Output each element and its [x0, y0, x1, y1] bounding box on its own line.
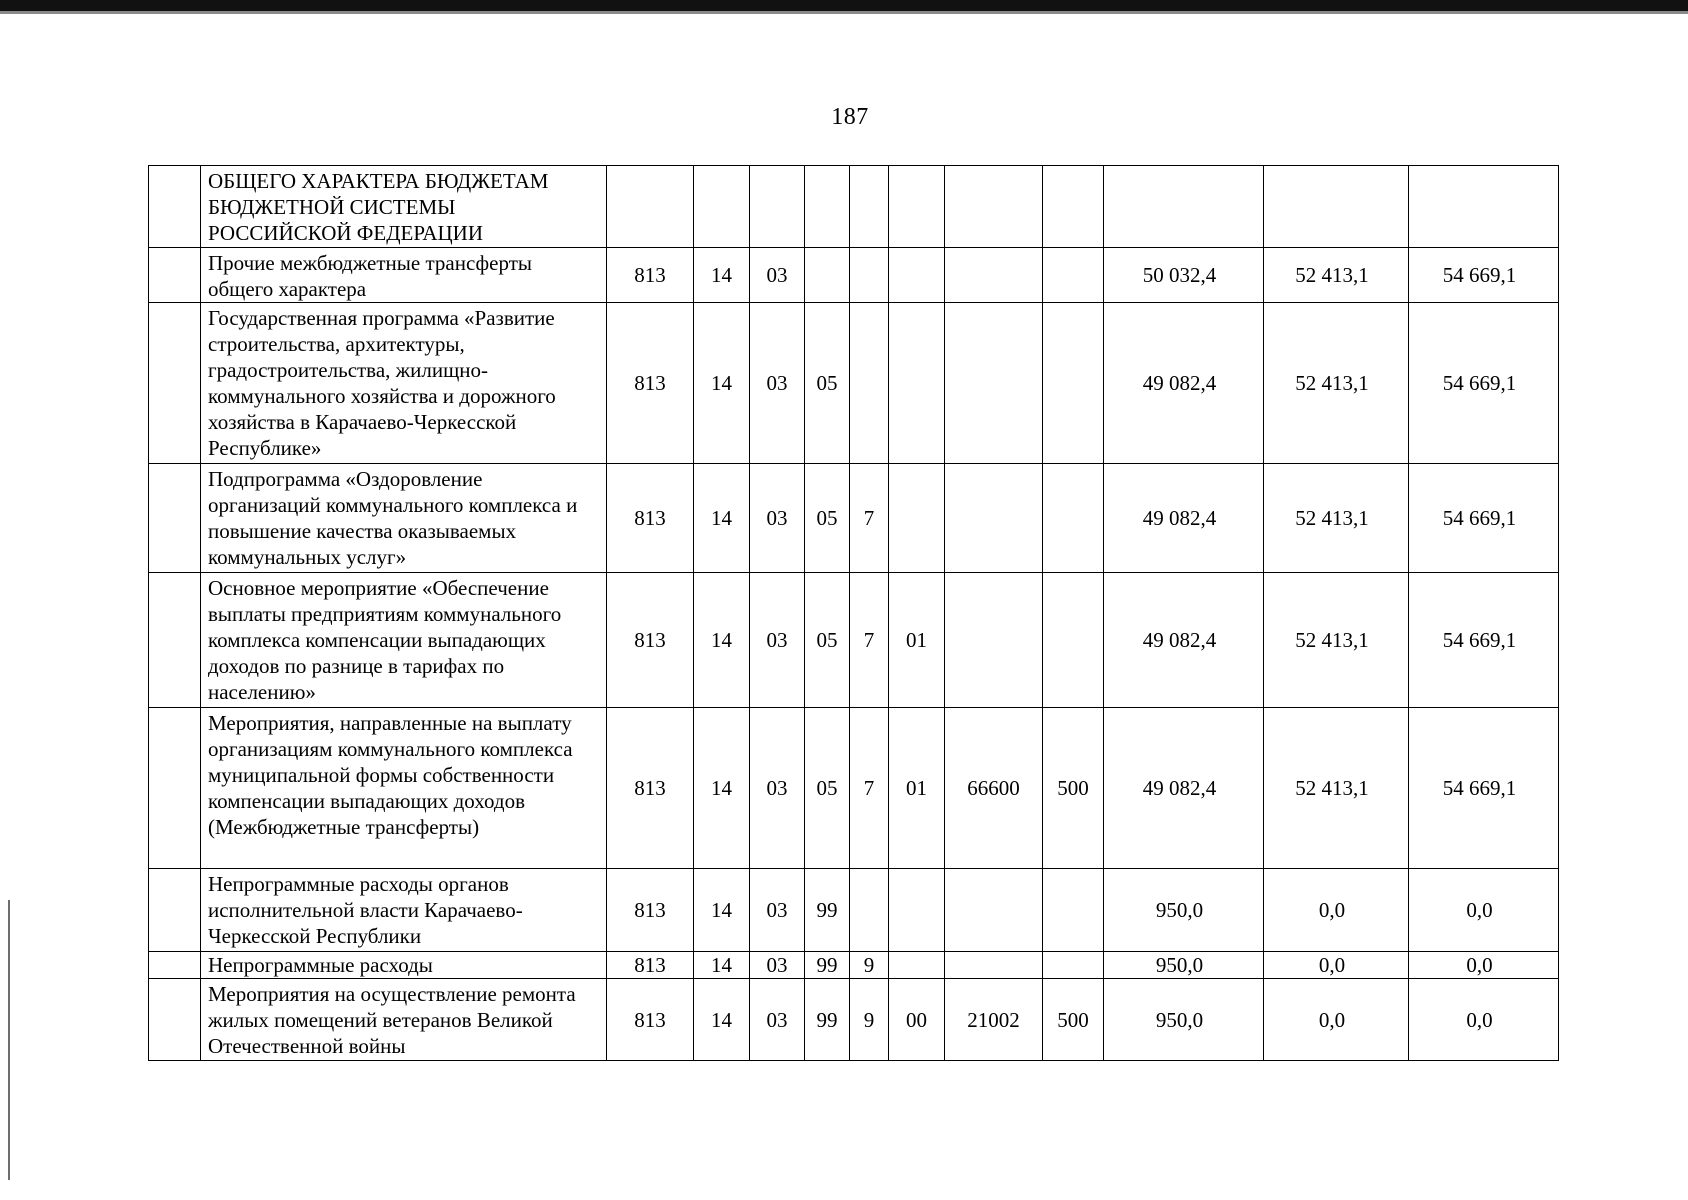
amount-year-3: 54 669,1 — [1409, 708, 1559, 869]
direction-code — [945, 303, 1043, 464]
program-code: 05 — [805, 573, 850, 708]
subprogram-code: 7 — [850, 464, 889, 573]
table-row — [149, 303, 1559, 464]
amount-year-2: 0,0 — [1264, 869, 1409, 952]
row-number-cell — [149, 303, 201, 464]
direction-code: 66600 — [945, 708, 1043, 869]
expense-type-code — [1043, 464, 1104, 573]
event-code — [889, 464, 945, 573]
subprogram-code: 7 — [850, 708, 889, 869]
subsection-code — [750, 166, 805, 248]
direction-code — [945, 166, 1043, 248]
item-name: Подпрограмма «Оздоровление организаций коммунального комплекса и повышение качества оказываемых коммунальных услуг» — [201, 464, 607, 573]
table-row — [149, 952, 1559, 979]
direction-code — [945, 464, 1043, 573]
section-code: 14 — [694, 869, 750, 952]
amount-year-1: 49 082,4 — [1104, 464, 1264, 573]
subprogram-code: 7 — [850, 573, 889, 708]
subprogram-code — [850, 303, 889, 464]
amount-year-2: 52 413,1 — [1264, 303, 1409, 464]
subprogram-code — [850, 869, 889, 952]
amount-year-1: 950,0 — [1104, 869, 1264, 952]
row-number-cell — [149, 464, 201, 573]
row-number-cell — [149, 708, 201, 869]
subprogram-code: 9 — [850, 979, 889, 1061]
amount-year-2: 52 413,1 — [1264, 248, 1409, 303]
row-number-cell — [149, 952, 201, 979]
section-code: 14 — [694, 979, 750, 1061]
amount-year-3: 54 669,1 — [1409, 303, 1559, 464]
subsection-code: 03 — [750, 464, 805, 573]
subsection-code: 03 — [750, 708, 805, 869]
subsection-code: 03 — [750, 979, 805, 1061]
amount-year-3 — [1409, 166, 1559, 248]
direction-code: 21002 — [945, 979, 1043, 1061]
amount-year-1: 950,0 — [1104, 952, 1264, 979]
section-code: 14 — [694, 708, 750, 869]
direction-code — [945, 869, 1043, 952]
subsection-code: 03 — [750, 303, 805, 464]
item-name: Непрограммные расходы органов исполнительной власти Карачаево-Черкесской Республики — [201, 869, 607, 952]
table-row — [149, 166, 1559, 248]
event-code: 00 — [889, 979, 945, 1061]
subprogram-code — [850, 248, 889, 303]
table-row — [149, 248, 1559, 303]
section-code: 14 — [694, 464, 750, 573]
row-number-cell — [149, 869, 201, 952]
direction-code — [945, 248, 1043, 303]
section-code: 14 — [694, 248, 750, 303]
item-name: Мероприятия на осуществление ремонта жилых помещений ветеранов Великой Отечественной войны — [201, 979, 607, 1061]
row-number-cell — [149, 166, 201, 248]
row-number-cell — [149, 248, 201, 303]
table-row — [149, 573, 1559, 708]
expense-type-code — [1043, 166, 1104, 248]
ministry-code: 813 — [607, 869, 694, 952]
program-code — [805, 248, 850, 303]
section-code: 14 — [694, 952, 750, 979]
ministry-code: 813 — [607, 248, 694, 303]
amount-year-2: 52 413,1 — [1264, 708, 1409, 869]
event-code — [889, 952, 945, 979]
amount-year-3: 0,0 — [1409, 952, 1559, 979]
subsection-code: 03 — [750, 248, 805, 303]
table-body — [149, 166, 1559, 1061]
ministry-code: 813 — [607, 303, 694, 464]
expense-type-code — [1043, 952, 1104, 979]
amount-year-2: 52 413,1 — [1264, 464, 1409, 573]
ministry-code: 813 — [607, 708, 694, 869]
ministry-code: 813 — [607, 573, 694, 708]
top-scan-border-shadow — [0, 11, 1688, 14]
amount-year-3: 0,0 — [1409, 979, 1559, 1061]
program-code: 99 — [805, 869, 850, 952]
section-code — [694, 166, 750, 248]
program-code: 05 — [805, 708, 850, 869]
direction-code — [945, 952, 1043, 979]
item-name: Непрограммные расходы — [201, 952, 607, 979]
program-code: 05 — [805, 303, 850, 464]
amount-year-2 — [1264, 166, 1409, 248]
expense-type-code — [1043, 573, 1104, 708]
row-number-cell — [149, 573, 201, 708]
subsection-code: 03 — [750, 869, 805, 952]
subsection-code: 03 — [750, 573, 805, 708]
table-row — [149, 979, 1559, 1061]
program-code: 99 — [805, 979, 850, 1061]
expense-type-code: 500 — [1043, 979, 1104, 1061]
program-code — [805, 166, 850, 248]
ministry-code: 813 — [607, 952, 694, 979]
left-margin-scan-line — [8, 900, 10, 1180]
expense-type-code — [1043, 303, 1104, 464]
event-code — [889, 303, 945, 464]
amount-year-1: 49 082,4 — [1104, 573, 1264, 708]
amount-year-2: 0,0 — [1264, 952, 1409, 979]
amount-year-3: 54 669,1 — [1409, 464, 1559, 573]
table-row — [149, 464, 1559, 573]
ministry-code: 813 — [607, 979, 694, 1061]
amount-year-1: 50 032,4 — [1104, 248, 1264, 303]
event-code: 01 — [889, 708, 945, 869]
budget-table — [148, 165, 1559, 1061]
amount-year-1: 49 082,4 — [1104, 708, 1264, 869]
section-code: 14 — [694, 303, 750, 464]
section-code: 14 — [694, 573, 750, 708]
page-number: 187 — [831, 104, 869, 130]
event-code — [889, 869, 945, 952]
expense-type-code — [1043, 869, 1104, 952]
event-code: 01 — [889, 573, 945, 708]
item-name: Государственная программа «Развитие строительства, архитектуры, градостроительства, жилищно-коммунального хозяйства и дорожного хозяйства в Карачаево-Черкесской Республике» — [201, 303, 607, 464]
event-code — [889, 248, 945, 303]
amount-year-3: 0,0 — [1409, 869, 1559, 952]
amount-year-1: 49 082,4 — [1104, 303, 1264, 464]
ministry-code: 813 — [607, 464, 694, 573]
event-code — [889, 166, 945, 248]
program-code: 05 — [805, 464, 850, 573]
subprogram-code: 9 — [850, 952, 889, 979]
program-code: 99 — [805, 952, 850, 979]
top-scan-border — [0, 0, 1688, 11]
amount-year-1 — [1104, 166, 1264, 248]
expense-type-code: 500 — [1043, 708, 1104, 869]
item-name: ОБЩЕГО ХАРАКТЕРА БЮДЖЕТАМ БЮДЖЕТНОЙ СИСТЕМЫ РОССИЙСКОЙ ФЕДЕРАЦИИ — [201, 166, 607, 248]
direction-code — [945, 573, 1043, 708]
amount-year-2: 0,0 — [1264, 979, 1409, 1061]
item-name: Мероприятия, направленные на выплату организациям коммунального комплекса муниципальной формы собственности компенсации выпадающих доходов (Межбюджетные трансферты) — [201, 708, 607, 869]
row-number-cell — [149, 979, 201, 1061]
subprogram-code — [850, 166, 889, 248]
expense-type-code — [1043, 248, 1104, 303]
table-row — [149, 708, 1559, 869]
subsection-code: 03 — [750, 952, 805, 979]
amount-year-1: 950,0 — [1104, 979, 1264, 1061]
amount-year-2: 52 413,1 — [1264, 573, 1409, 708]
item-name: Прочие межбюджетные трансферты общего характера — [201, 248, 607, 303]
amount-year-3: 54 669,1 — [1409, 573, 1559, 708]
item-name: Основное мероприятие «Обеспечение выплаты предприятиям коммунального комплекса компенсации выпадающих доходов по разнице в тарифах по населению» — [201, 573, 607, 708]
amount-year-3: 54 669,1 — [1409, 248, 1559, 303]
table-row — [149, 869, 1559, 952]
ministry-code — [607, 166, 694, 248]
